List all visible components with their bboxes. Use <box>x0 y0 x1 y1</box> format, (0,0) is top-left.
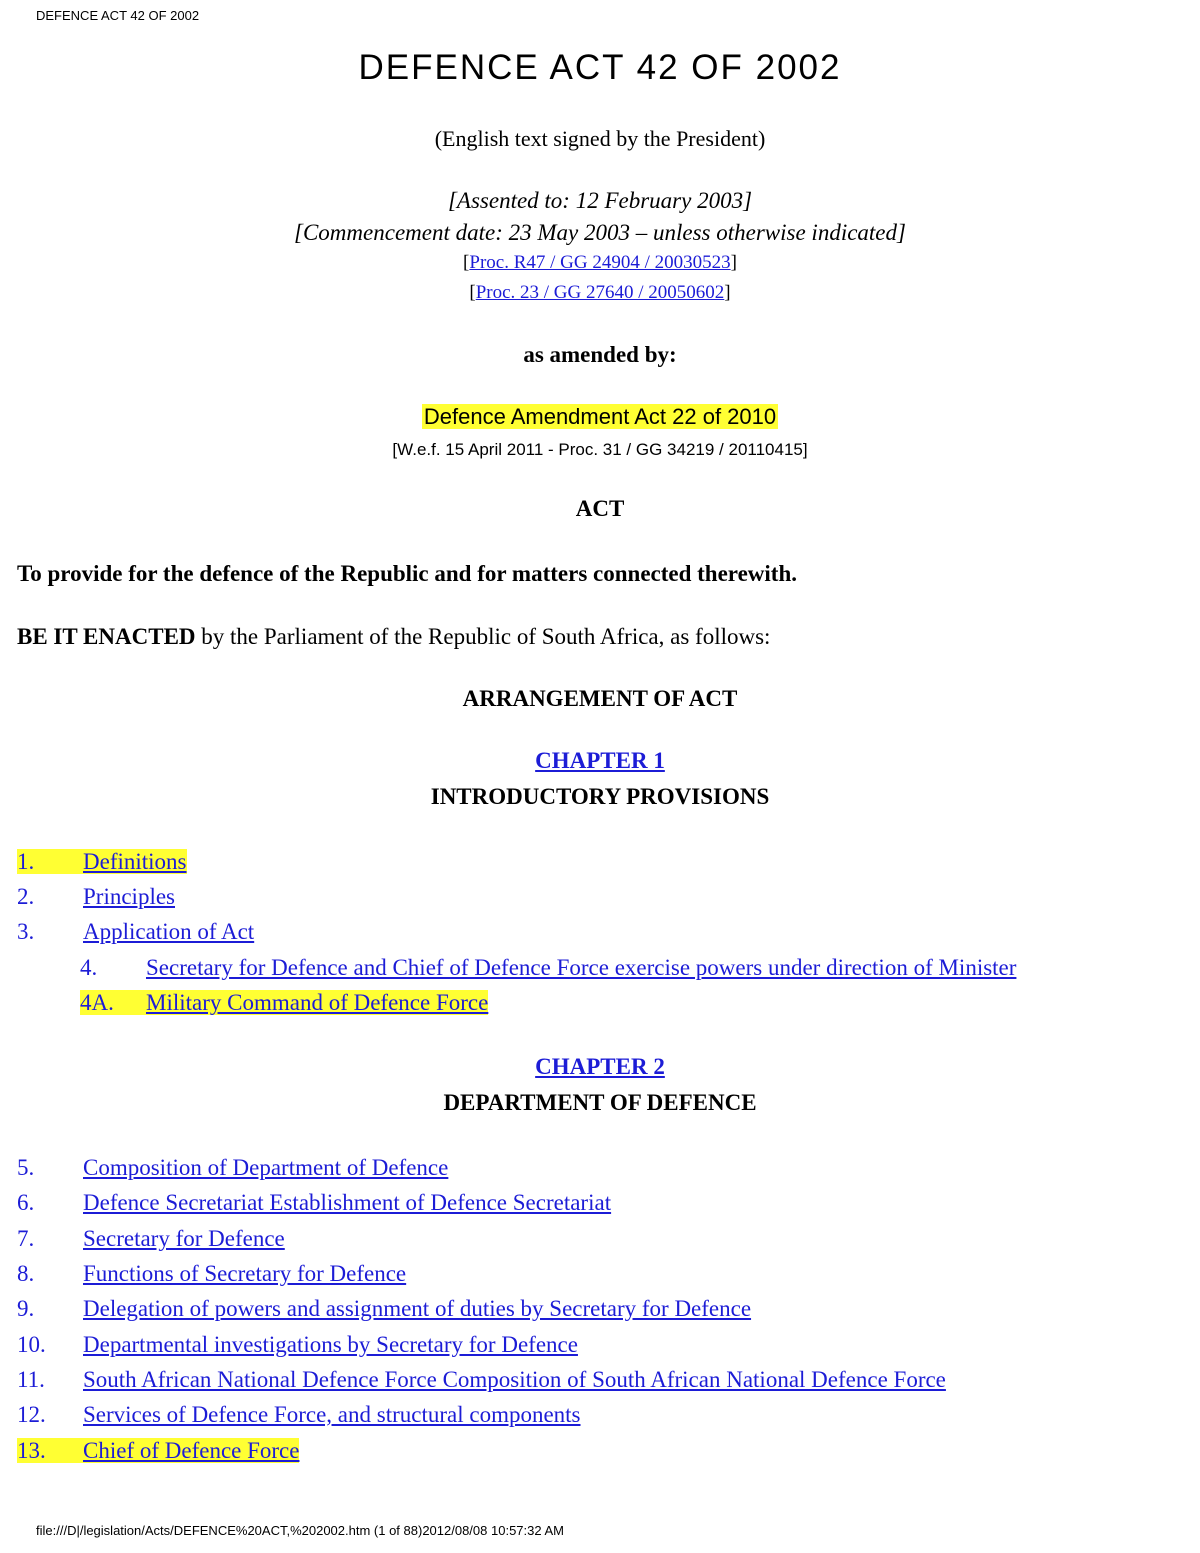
toc-link[interactable]: 10. Departmental investigations by Secretary for Defence <box>17 1332 578 1357</box>
toc-item-11 <box>17 1365 946 1394</box>
enacting-clause <box>17 624 770 650</box>
toc-link[interactable]: 6. Defence Secretariat Establishment of Defence Secretariat <box>17 1190 612 1215</box>
amended-by-label: as amended by: <box>523 342 677 367</box>
running-header: DEFENCE ACT 42 OF 2002 <box>36 8 200 23</box>
toc-link[interactable]: 11. South African National Defence Force Composition of South African National Defence Force <box>17 1367 946 1392</box>
toc-link[interactable]: 4A. Military Command of Defence Force <box>80 990 489 1015</box>
toc-item-4 <box>80 953 1016 982</box>
toc-item-10 <box>17 1330 578 1359</box>
footer-path: file:///D|/legislation/Acts/DEFENCE%20ACT,%202002.htm (1 of 88)2012/08/08 10:57:32 AM <box>36 1523 564 1538</box>
toc-link[interactable]: 8. Functions of Secretary for Defence <box>17 1261 407 1286</box>
arrangement-heading: ARRANGEMENT OF ACT <box>462 686 738 711</box>
toc-item-8 <box>17 1259 406 1288</box>
assented-date: [Assented to: 12 February 2003] <box>447 188 753 213</box>
toc-link[interactable]: 13. Chief of Defence Force <box>17 1438 300 1463</box>
bracket-close: ] <box>730 252 737 273</box>
enacting-bold: BE IT ENACTED <box>17 624 196 649</box>
chapter-1-heading: INTRODUCTORY PROVISIONS <box>430 784 770 809</box>
long-title: To provide for the defence of the Republic and for matters connected therewith. <box>17 561 798 586</box>
toc-item-12 <box>17 1400 581 1429</box>
toc-item-13 <box>17 1436 299 1465</box>
bracket-open: [ <box>469 282 476 303</box>
toc-item-3 <box>17 917 254 946</box>
bracket-open: [ <box>463 252 470 273</box>
chapter-2-link-row <box>0 1054 1200 1080</box>
toc-item-6 <box>17 1188 611 1217</box>
bracket-close: ] <box>724 282 731 303</box>
toc-item-7 <box>17 1224 285 1253</box>
chapter-1-link[interactable]: CHAPTER 1 <box>535 748 665 773</box>
chapter-1-link-row <box>0 748 1200 774</box>
toc-link[interactable]: 7. Secretary for Defence <box>17 1226 285 1251</box>
toc-link[interactable]: 2. Principles <box>17 884 175 909</box>
act-label: ACT <box>575 496 625 521</box>
proclamation-1 <box>0 252 1200 274</box>
toc-link[interactable]: 9. Delegation of powers and assignment of duties by Secretary for Defence <box>17 1296 752 1321</box>
enacting-rest: by the Parliament of the Republic of South Africa, as follows: <box>195 624 771 649</box>
amendment-title-row <box>0 404 1200 430</box>
chapter-2-link[interactable]: CHAPTER 2 <box>535 1054 665 1079</box>
toc-link[interactable]: 12. Services of Defence Force, and structural components <box>17 1402 581 1427</box>
amendment-note: [W.e.f. 15 April 2011 - Proc. 31 / GG 34219 / 20110415] <box>392 440 808 459</box>
toc-link[interactable]: 3. Application of Act <box>17 919 255 944</box>
commencement-date: [Commencement date: 23 May 2003 – unless otherwise indicated] <box>294 220 906 245</box>
toc-item-4a <box>80 988 488 1017</box>
toc-item-9 <box>17 1294 751 1323</box>
document-subtitle: (English text signed by the President) <box>434 126 766 151</box>
proclamation-link-1[interactable]: Proc. R47 / GG 24904 / 20030523 <box>469 252 731 273</box>
toc-link[interactable]: 4. Secretary for Defence and Chief of Defence Force exercise powers under direction of Minister <box>80 955 1017 980</box>
proclamation-link-2[interactable]: Proc. 23 / GG 27640 / 20050602 <box>475 282 725 303</box>
toc-link[interactable]: 1. Definitions <box>17 849 187 874</box>
toc-item-1 <box>17 847 187 876</box>
toc-item-2 <box>17 882 175 911</box>
toc-link[interactable]: 5. Composition of Department of Defence <box>17 1155 449 1180</box>
amendment-title: Defence Amendment Act 22 of 2010 <box>423 404 777 429</box>
chapter-2-heading: DEPARTMENT OF DEFENCE <box>443 1090 757 1115</box>
proclamation-2 <box>0 282 1200 304</box>
toc-item-5 <box>17 1153 448 1182</box>
document-title: DEFENCE ACT 42 OF 2002 <box>358 48 842 87</box>
